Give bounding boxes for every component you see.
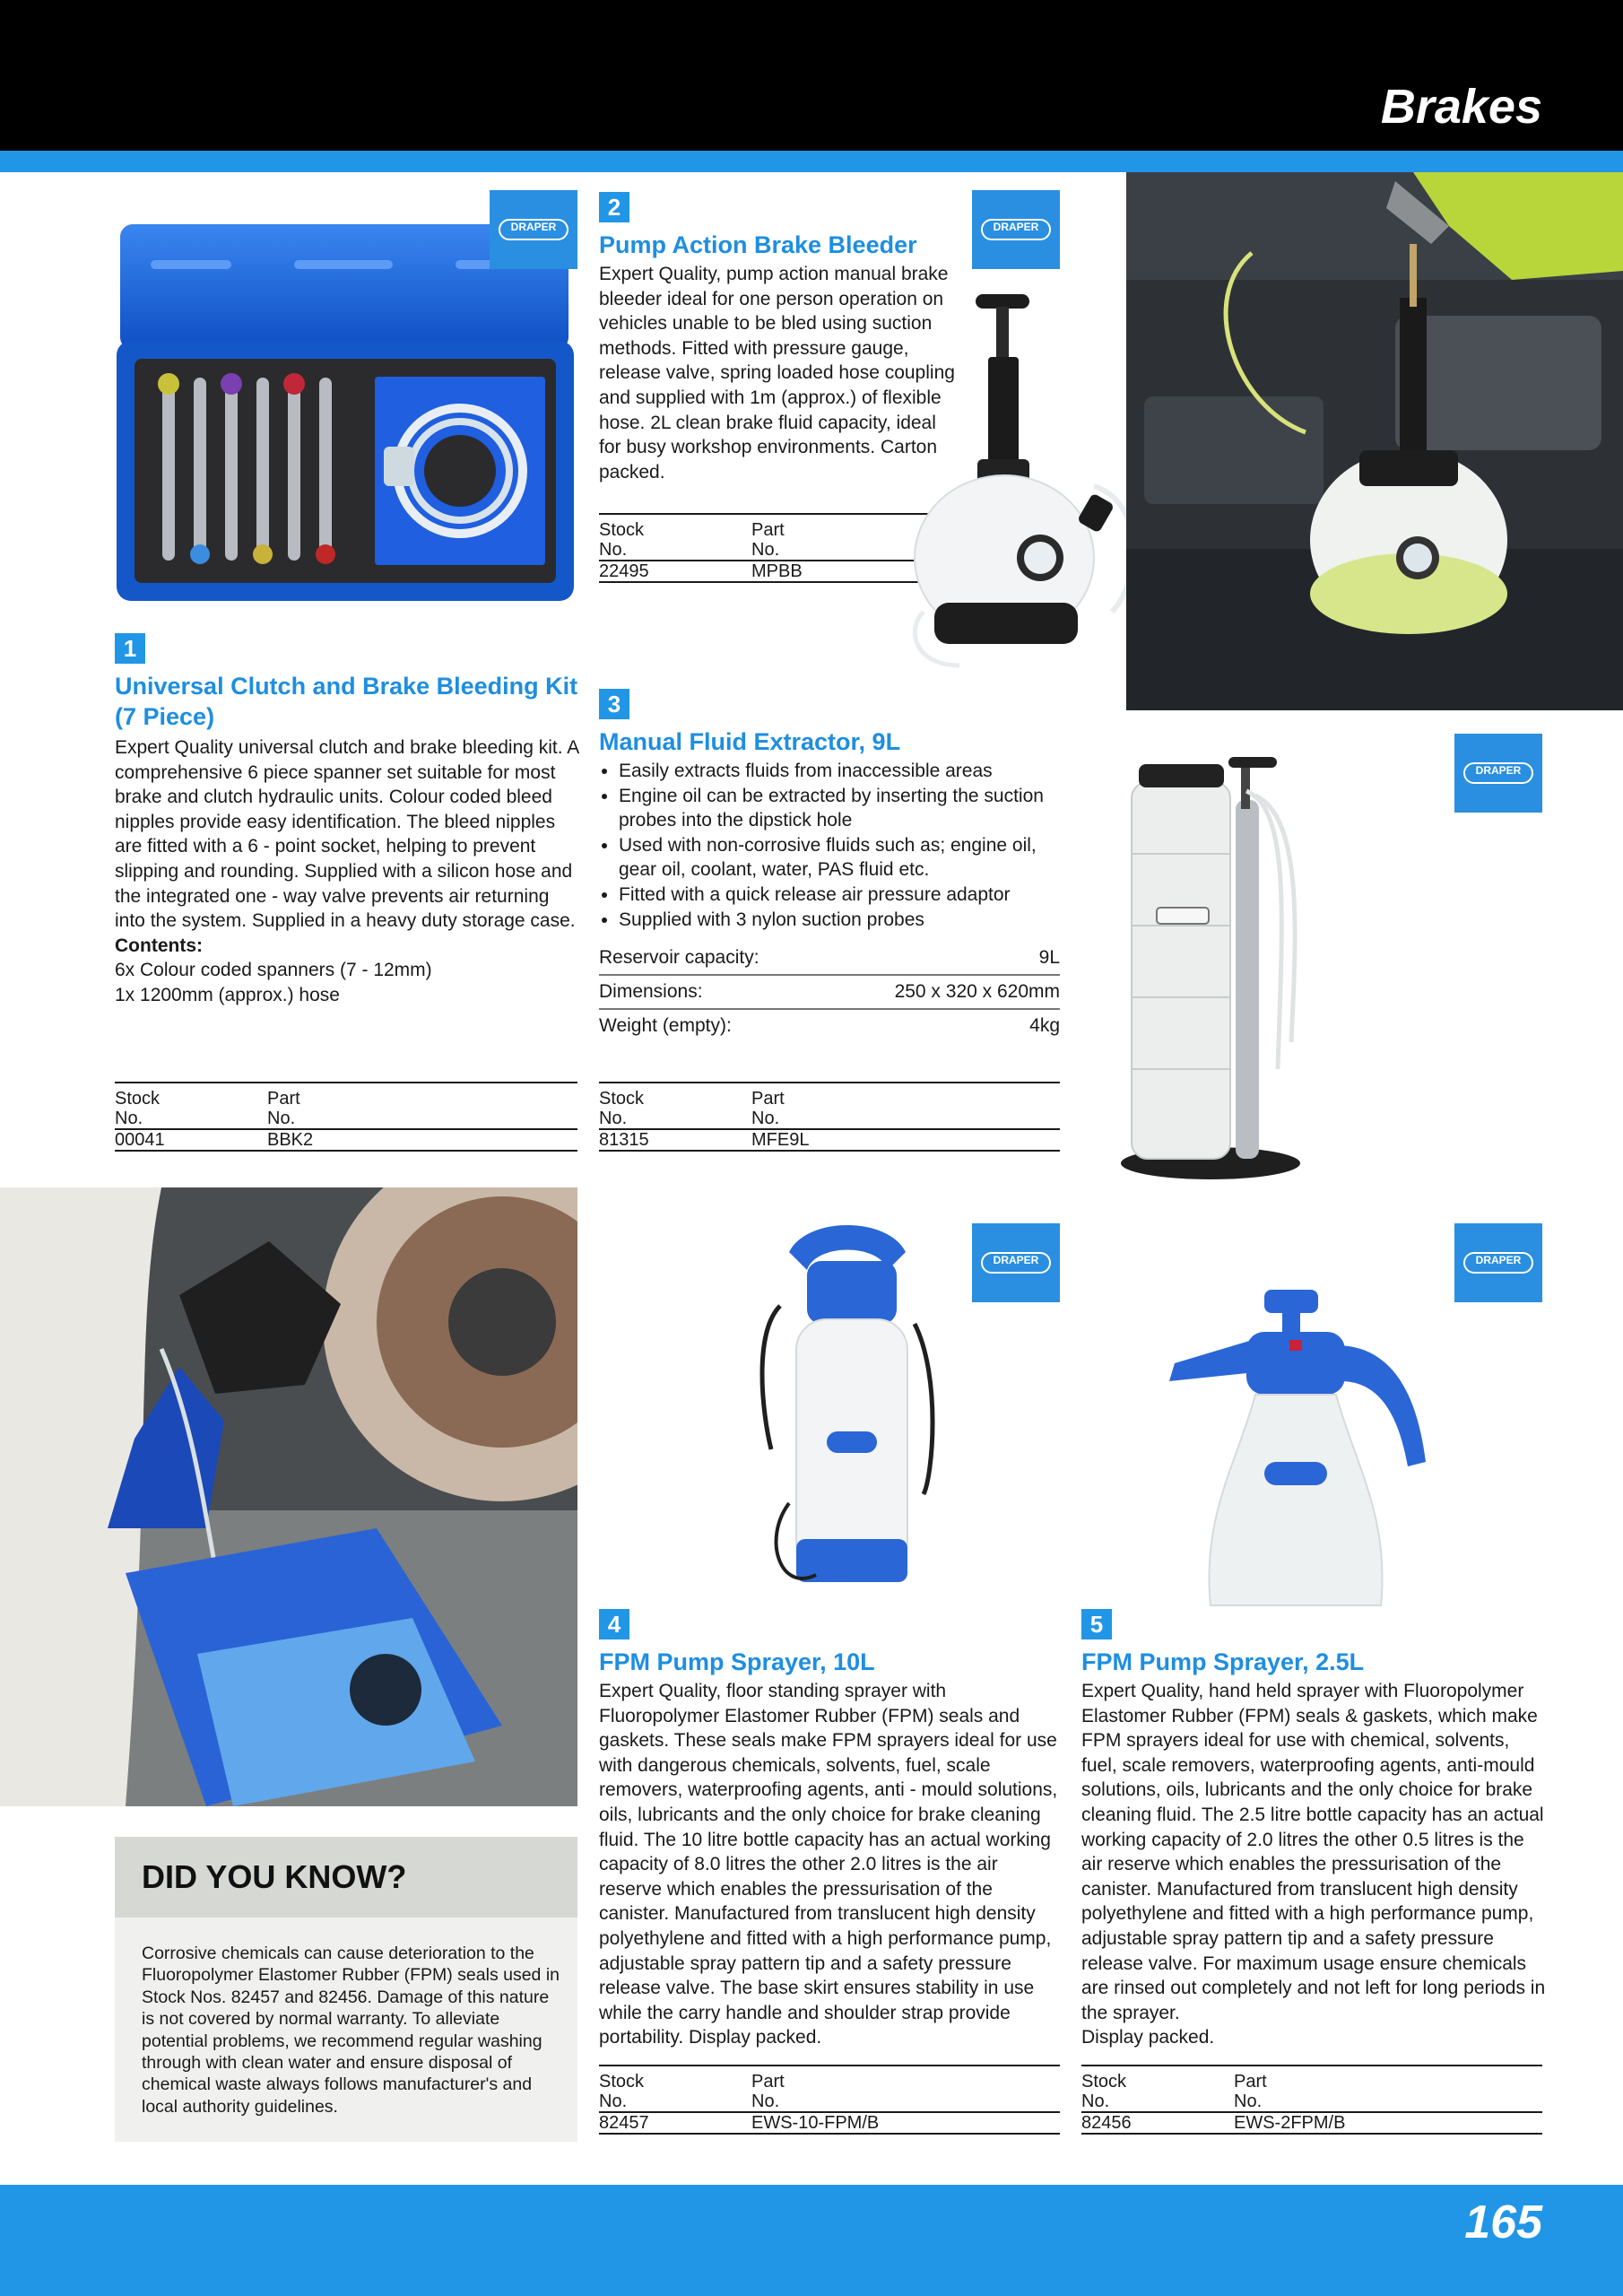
part-header: Part	[751, 2072, 785, 2092]
part-header: No.	[1234, 2092, 1263, 2111]
product-number-badge: 4	[599, 1609, 629, 1639]
pump-sprayer-25l-image	[1157, 1283, 1444, 1623]
stock-header: No.	[599, 1109, 628, 1128]
engine-bay-photo	[1126, 172, 1623, 710]
fluid-extractor-image	[1112, 746, 1318, 1186]
stock-number: 00041	[115, 1130, 165, 1150]
contents-label: Contents:	[115, 935, 203, 956]
header-stripe	[0, 151, 1623, 172]
feature-list	[599, 759, 1065, 932]
product-title-line: (7 Piece)	[115, 703, 215, 730]
spec-label: Reservoir capacity:	[599, 947, 759, 968]
stock-number: 82456	[1081, 2113, 1132, 2133]
product-description	[1081, 1679, 1546, 2050]
spec-row	[599, 1010, 1060, 1042]
product-number-badge: 2	[599, 192, 629, 222]
part-header: No.	[267, 1109, 296, 1128]
spec-row	[599, 942, 1060, 976]
spec-label: Weight (empty):	[599, 1015, 732, 1036]
part-number: EWS-2FPM/B	[1234, 2113, 1346, 2133]
stock-header: Stock	[1081, 2072, 1127, 2092]
part-header: Part	[751, 1089, 785, 1109]
stock-header: No.	[115, 1109, 143, 1128]
stock-header: No.	[1081, 2092, 1110, 2111]
product-description	[599, 262, 958, 484]
part-header: No.	[751, 2092, 780, 2111]
product-title	[115, 671, 581, 732]
feature-item: • Supplied with 3 nylon suction probes	[619, 908, 1065, 933]
part-header: Part	[751, 520, 785, 540]
draper-expert-logo: DRAPER	[972, 1223, 1060, 1302]
product-number-badge: 3	[599, 689, 629, 719]
draper-expert-logo: DRAPER	[1454, 734, 1542, 813]
spec-value: 250 x 320 x 620mm	[894, 981, 1060, 1002]
description-text: Expert Quality, floor standing sprayer with Fluoropolymer Elastomer Rubber (FPM) seals and gaskets. These seals make FPM sprayers ideal for use with dangerous chemicals, solvents, fuel, scale removers, waterproofing agents, anti - mould solutions, oils, lubricants and the only choice for brake cleaning fluid. The 10 litre bottle capacity has an actual working capacity of 8.0 litres the other 2.0 litres is the air reserve which enables the pressurisation of the canister. Manufactured from translucent high density polyethylene and fitted with a high performance pump, adjustable spray pattern tip and a safety pressure release valve. The base skirt ensures stability in use while the carry handle and shoulder strap provide portability. Display packed.	[599, 1681, 1058, 2048]
product-number-badge: 5	[1081, 1609, 1112, 1639]
description-text: Display packed.	[1081, 2027, 1215, 2048]
part-number: BBK2	[267, 1130, 314, 1150]
stock-header: No.	[599, 540, 628, 560]
section-title: Brakes	[1380, 80, 1542, 134]
draper-expert-logo: DRAPER	[490, 190, 577, 269]
stock-table	[599, 1082, 1060, 1152]
spec-row	[599, 976, 1060, 1010]
stock-table	[1081, 2065, 1542, 2135]
feature-item: • Used with non-corrosive fluids such as; engine oil, gear oil, coolant, water, PAS fluid etc.	[619, 833, 1065, 883]
spec-value: 9L	[1038, 947, 1060, 968]
stock-table	[599, 513, 958, 583]
part-header: No.	[751, 540, 780, 560]
pump-sprayer-10l-image	[753, 1216, 950, 1611]
header-bar	[0, 0, 1623, 151]
description-text: Expert Quality universal clutch and brake bleeding kit. A comprehensive 6 piece spanner set suitable for most brake and clutch hydraulic units. Colour coded bleed nipples provide easy identification. The bleed nipples are fitted with a 6 - point socket, helping to prevent slipping and rounding. Supplied with a silicon hose and the integrated one - way valve prevents air returning into the system. Supplied in a heavy duty storage case.	[115, 737, 579, 932]
stock-header: No.	[599, 2092, 628, 2111]
description-text: Expert Quality, pump action manual brake bleeder ideal for one person operation on vehicles unable to be bled using suction methods. Fitted with pressure gauge, release valve, spring loaded hose coupling and supplied with 1m (approx.) of flexible hose. 2L clean brake fluid capacity, ideal for busy workshop environments. Carton packed.	[599, 264, 955, 483]
footer-bar	[0, 2185, 1623, 2296]
contents-item: 6x Colour coded spanners (7 - 12mm)	[115, 960, 432, 981]
product-title: FPM Pump Sprayer, 2.5L	[1081, 1648, 1365, 1675]
stock-header: Stock	[599, 1089, 645, 1109]
stock-table	[599, 2065, 1060, 2135]
page-number: 165	[1464, 2196, 1542, 2248]
draper-expert-logo: DRAPER	[1454, 1223, 1542, 1302]
stock-table	[115, 1082, 577, 1152]
stock-number: 81315	[599, 1130, 649, 1150]
part-number: EWS-10-FPM/B	[751, 2113, 880, 2133]
part-header: Part	[1234, 2072, 1267, 2092]
product-description	[115, 735, 583, 1008]
product-title: Manual Fluid Extractor, 9L	[599, 728, 901, 755]
spec-table	[599, 942, 1060, 1042]
description-text: Expert Quality, hand held sprayer with Fluoropolymer Elastomer Rubber (FPM) seals & gaskets, which make FPM sprayers ideal for use with chemical, solvents, fuel, scale removers, waterproofing agents, anti-mould solutions, oils, lubricants and the only choice for brake cleaning fluid. The 2.5 litre bottle capacity has an actual working capacity of 2.0 litres the other 0.5 litres is the air reserve which enables the pressurisation of the canister. Manufactured from translucent high density polyethylene and fitted with a high performance pump, adjustable spray pattern tip and a safety pressure release valve. For maximum usage ensure chemicals are rinsed out completely and not left for long periods in the sprayer.	[1081, 1681, 1546, 2023]
stock-header: Stock	[599, 520, 645, 540]
stock-header: Stock	[115, 1089, 161, 1109]
feature-item: • Fitted with a quick release air pressure adaptor	[619, 883, 1065, 908]
part-number: MPBB	[751, 561, 803, 581]
draper-expert-logo: DRAPER	[972, 190, 1060, 269]
did-you-know-text: Corrosive chemicals can cause deterioration to the Fluoropolymer Elastomer Rubber (FPM) seals used in Stock Nos. 82457 and 82456. Damage of this nature is not covered by normal warranty. To alleviate potential problems, we recommend regular washing through with clean water and ensure disposal of chemical waste always follows manufacturer's and local authority guidelines.	[142, 1944, 560, 2117]
product-title: FPM Pump Sprayer, 10L	[599, 1648, 875, 1675]
feature-item: • Engine oil can be extracted by inserting the suction probes into the dipstick hole	[619, 784, 1065, 833]
spec-value: 4kg	[1029, 1015, 1060, 1036]
spec-label: Dimensions:	[599, 981, 703, 1002]
part-header: Part	[267, 1089, 300, 1109]
did-you-know-title: DID YOU KNOW?	[142, 1858, 407, 1895]
feature-item: • Easily extracts fluids from inaccessible areas	[619, 759, 1065, 784]
product-description	[599, 1679, 1063, 2050]
product-title: Pump Action Brake Bleeder	[599, 231, 917, 258]
brake-disc-photo	[0, 1187, 577, 1806]
part-number: MFE9L	[751, 1130, 810, 1150]
stock-number: 82457	[599, 2113, 649, 2133]
brake-bleeder-image	[906, 289, 1139, 701]
product-title-line: Universal Clutch and Brake Bleeding Kit	[115, 673, 578, 700]
stock-header: Stock	[599, 2072, 645, 2092]
product-number-badge: 1	[115, 633, 145, 664]
contents-item: 1x 1200mm (approx.) hose	[115, 984, 340, 1005]
stock-number: 22495	[599, 561, 649, 581]
part-header: No.	[751, 1109, 780, 1128]
